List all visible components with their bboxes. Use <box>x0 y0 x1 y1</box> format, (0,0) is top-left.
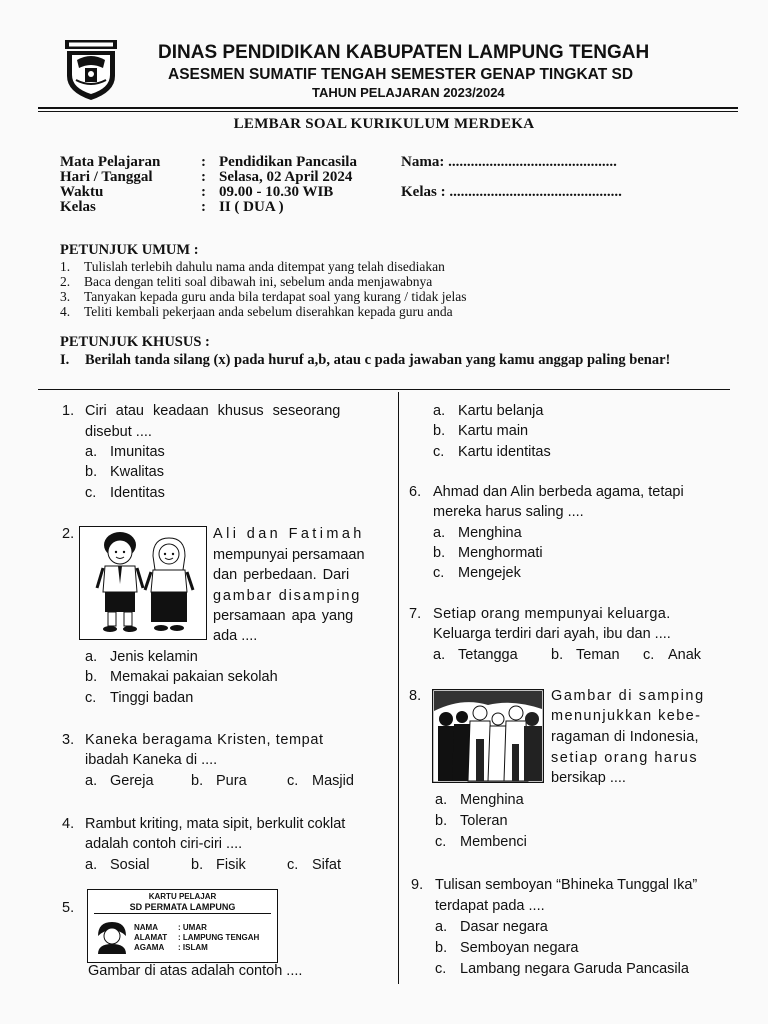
option-a[interactable]: a. Dasar negara <box>435 919 548 935</box>
option-a[interactable]: a. Sosial <box>85 857 150 873</box>
question-text: Gambar di atas adalah contoh .... <box>88 963 303 979</box>
hari-label: Hari / Tanggal <box>60 169 153 185</box>
option-b[interactable]: b. Kartu main <box>433 423 529 439</box>
option-c[interactable]: c. Masjid <box>287 773 354 789</box>
option-b[interactable]: b. Memakai pakaian sekolah <box>85 669 278 685</box>
question-text: Ciri atau keadaan khusus seseorang <box>85 403 341 419</box>
question-text: ada .... <box>213 628 258 644</box>
colon: : <box>201 184 206 200</box>
option-b[interactable]: b. Semboyan negara <box>435 940 579 956</box>
question-text: ragaman di Indonesia, <box>551 729 699 745</box>
question-text: gambar disamping <box>213 588 362 604</box>
instruction-text: Berilah tanda silang (x) pada huruf a,b, atau c pada jawaban yang kamu anggap paling benar! <box>85 352 671 368</box>
nama-field[interactable]: Nama: ............................................. <box>401 154 617 170</box>
question-number: 4. <box>62 816 75 832</box>
colon: : <box>201 199 206 215</box>
card-field-value: : ISLAM <box>178 943 208 952</box>
card-school: SD PERMATA LAMPUNG <box>129 902 236 912</box>
column-divider <box>398 392 399 984</box>
question-text: terdapat pada .... <box>435 898 545 914</box>
hari-value: Selasa, 02 April 2024 <box>219 169 353 185</box>
instruction-number: I. <box>60 352 70 368</box>
question-text: bersikap .... <box>551 770 626 786</box>
petunjuk-khusus-title: PETUNJUK KHUSUS : <box>60 334 210 350</box>
option-b[interactable]: b. Teman <box>551 647 620 663</box>
diversity-crowd-image <box>432 689 544 783</box>
option-b[interactable]: b. Kwalitas <box>85 464 164 480</box>
option-a[interactable]: a. Kartu belanja <box>433 403 544 419</box>
option-c[interactable]: c. Anak <box>643 647 702 663</box>
option-c[interactable]: c. Membenci <box>435 834 527 850</box>
card-field-label: NAMA <box>134 923 158 932</box>
option-a[interactable]: a. Menghina <box>433 525 522 541</box>
question-text: mempunyai persamaan <box>213 547 365 563</box>
question-text: menunjukkan kebe- <box>551 708 702 724</box>
ali-fatimah-image <box>79 526 207 640</box>
option-b[interactable]: b. Pura <box>191 773 247 789</box>
petunjuk-umum-list <box>60 259 467 319</box>
option-b[interactable]: b. Toleran <box>435 813 508 829</box>
card-field-value: : UMAR <box>178 923 207 932</box>
question-text: adalah contoh ciri-ciri .... <box>85 836 243 852</box>
question-text: disebut .... <box>85 424 152 440</box>
kelas-field[interactable]: Kelas : .............................................. <box>401 184 622 200</box>
question-text: Gambar di samping <box>551 688 705 704</box>
list-item: 3. Tanyakan kepada guru anda bila terdapat soal yang kurang / tidak jelas <box>60 289 467 304</box>
subject-info-block <box>60 155 400 217</box>
option-b[interactable]: b. Menghormati <box>433 545 543 561</box>
option-c[interactable]: c. Sifat <box>287 857 342 873</box>
colon: : <box>201 169 206 185</box>
question-number: 6. <box>409 484 422 500</box>
option-b[interactable]: b. Fisik <box>191 857 246 873</box>
question-text: Keluarga terdiri dari ayah, ibu dan .... <box>433 626 671 642</box>
option-c[interactable]: c. Mengejek <box>433 565 521 581</box>
option-c[interactable]: c. Kartu identitas <box>433 444 551 460</box>
kelas-label: Kelas <box>60 199 96 215</box>
list-item: 1. Tulislah terlebih dahulu nama anda ditempat yang telah disediakan <box>60 259 445 274</box>
question-text: setiap orang harus <box>551 750 699 766</box>
waktu-label: Waktu <box>60 184 104 200</box>
card-divider <box>94 913 271 914</box>
kelas-value: II ( DUA ) <box>219 199 284 215</box>
petunjuk-umum-title: PETUNJUK UMUM : <box>60 242 199 258</box>
question-text: Tulisan semboyan “Bhineka Tunggal Ika” <box>435 877 698 893</box>
question-text: Rambut kriting, mata sipit, berkulit coklat <box>85 816 346 832</box>
question-text: persamaan apa yang <box>213 608 354 624</box>
list-item: 4. Teliti kembali pekerjaan anda sebelum diserahkan kepada guru anda <box>60 304 453 319</box>
list-item: 2. Baca dengan teliti soal dibawah ini, sebelum anda menjawabnya <box>60 274 433 289</box>
section-divider <box>38 389 730 390</box>
option-c[interactable]: c. Lambang negara Garuda Pancasila <box>435 961 689 977</box>
option-a[interactable]: a. Menghina <box>435 792 524 808</box>
option-a[interactable]: a. Imunitas <box>85 444 165 460</box>
question-text: Ali dan Fatimah <box>213 526 365 542</box>
card-title: KARTU PELAJAR <box>148 892 217 901</box>
agency-title: DINAS PENDIDIKAN KABUPATEN LAMPUNG TENGAH <box>158 42 650 63</box>
question-number: 8. <box>409 688 422 704</box>
option-c[interactable]: c. Tinggi badan <box>85 690 194 706</box>
option-c[interactable]: c. Identitas <box>85 485 165 501</box>
student-card-image <box>87 889 278 963</box>
question-number: 3. <box>62 732 75 748</box>
header-divider-thin <box>38 111 738 112</box>
colon: : <box>201 154 206 170</box>
avatar <box>94 918 130 954</box>
card-field-label: AGAMA <box>134 943 165 952</box>
question-number: 1. <box>62 403 75 419</box>
school-year: TAHUN PELAJARAN 2023/2024 <box>312 85 505 100</box>
sheet-title: LEMBAR SOAL KURIKULUM MERDEKA <box>233 116 535 132</box>
question-number: 2. <box>62 526 75 542</box>
question-number: 5. <box>62 900 75 916</box>
question-number: 9. <box>411 877 424 893</box>
lampung-tengah-crest-logo <box>63 38 119 102</box>
option-a[interactable]: a. Tetangga <box>433 647 518 663</box>
option-a[interactable]: a. Gereja <box>85 773 154 789</box>
waktu-value: 09.00 - 10.30 WIB <box>219 184 334 200</box>
question-text: dan perbedaan. Dari <box>213 567 350 583</box>
option-a[interactable]: a. Jenis kelamin <box>85 649 198 665</box>
card-field-value: : LAMPUNG TENGAH <box>178 933 260 942</box>
question-text: Kaneka beragama Kristen, tempat <box>85 732 324 748</box>
mapel-value: Pendidikan Pancasila <box>219 154 357 170</box>
question-number: 7. <box>409 606 422 622</box>
card-field-label: ALAMAT <box>134 933 168 942</box>
question-text: Setiap orang mempunyai keluarga. <box>433 606 671 622</box>
header-divider <box>38 107 738 109</box>
question-text: mereka harus saling .... <box>433 504 584 520</box>
mapel-label: Mata Pelajaran <box>60 154 161 170</box>
question-text: ibadah Kaneka di .... <box>85 752 218 768</box>
question-text: Ahmad dan Alin berbeda agama, tetapi <box>433 484 684 500</box>
exam-title: ASESMEN SUMATIF TENGAH SEMESTER GENAP TINGKAT SD <box>168 66 634 83</box>
